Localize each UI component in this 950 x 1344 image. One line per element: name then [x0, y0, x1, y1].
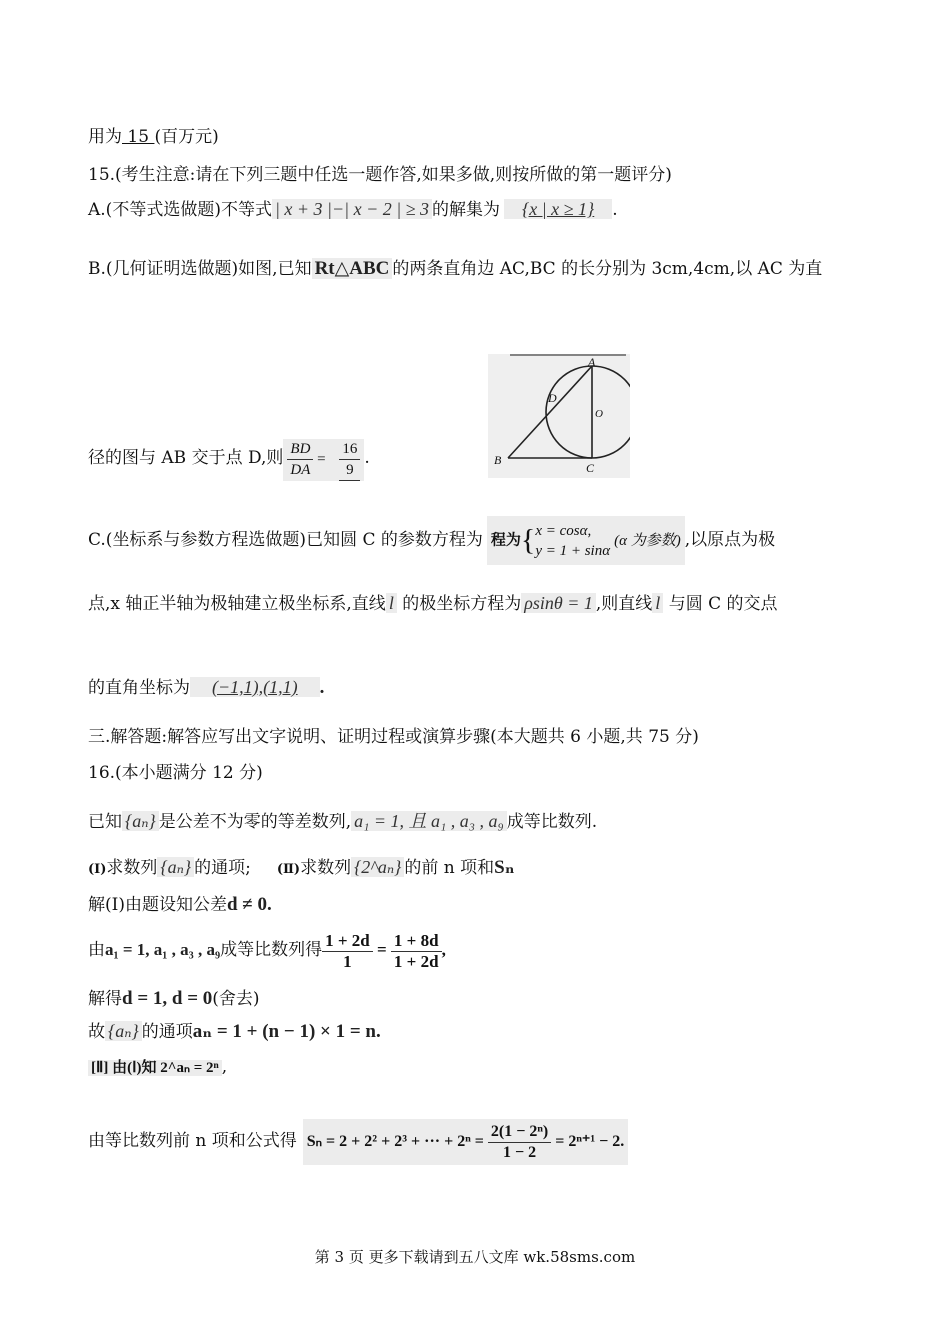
frac-num: 1 + 2d — [322, 931, 373, 952]
frac-num: 2(1 − 2ⁿ) — [488, 1122, 551, 1143]
equals: = — [376, 940, 387, 959]
text: 成等比数列. — [506, 812, 598, 832]
section-heading: 三.解答题:解答应写出文字说明、证明过程或演算步骤(本大题共 6 小题,共 75 分) — [88, 727, 699, 747]
text: C.(坐标系与参数方程选做题)已知圆 C 的参数方程为 — [88, 529, 483, 550]
question-15c — [88, 516, 775, 565]
math-l: l — [386, 593, 397, 613]
solution-line-3 — [88, 988, 260, 1010]
text: 的通项; — [194, 858, 251, 878]
frac-den: DA — [290, 462, 311, 479]
text: A.(不等式选做题)不等式 — [88, 200, 272, 220]
text: 的解集为 — [432, 200, 501, 220]
text: (百万元) — [154, 127, 219, 147]
text: 已知 — [88, 812, 122, 832]
solution-line-5 — [88, 1056, 227, 1079]
math-d: d ≠ 0. — [226, 894, 272, 915]
solution-line-6 — [88, 1118, 628, 1165]
text: 的两条直角边 AC,BC 的长分别为 3cm,4cm,以 AC 为直 — [392, 259, 823, 279]
math-l: l — [652, 593, 663, 613]
frac-num: BD — [287, 439, 313, 460]
text: 的通项 — [141, 1022, 193, 1042]
solution-line-2 — [88, 924, 446, 976]
frac-num: 1 + 8d — [391, 931, 442, 952]
math-sum-formula — [303, 1119, 629, 1165]
text: . — [364, 448, 370, 468]
question-15-heading: 15.(考生注意:请在下列三题中任选一题作答,如果多做,则按所做的第一题评分) — [88, 165, 672, 185]
text: , — [221, 1057, 228, 1077]
text: B.(几何证明选做题)如图,已知 — [88, 259, 312, 279]
text: 程为 — [490, 532, 521, 549]
text: ,则直线 — [595, 594, 653, 614]
answer-num: 16 — [339, 439, 360, 460]
question-15a — [88, 198, 618, 221]
text: 求数列 — [106, 858, 158, 878]
math-general-term: aₙ = 1 + (n − 1) × 1 = n. — [192, 1021, 381, 1042]
math-d-values: d = 1, d = 0 — [122, 988, 213, 1009]
text: . — [319, 677, 325, 698]
text: ,以原点为极 — [684, 529, 776, 550]
label-o: O — [595, 408, 603, 420]
solution-line-1 — [88, 894, 272, 916]
math-sequence: {aₙ} — [157, 857, 194, 877]
part-label: (Ⅰ) — [88, 862, 107, 877]
question-16-heading: 16.(本小题满分 12 分) — [88, 763, 263, 783]
answer-blank: (−1,1),(1,1) — [190, 677, 320, 697]
text: , — [441, 940, 446, 959]
text: 的极坐标方程为 — [396, 594, 522, 614]
sum-result: = 2ⁿ⁺¹ − 2. — [555, 1133, 625, 1150]
text: (舍去) — [212, 989, 260, 1009]
question-15c-answer — [88, 676, 324, 699]
text: 是公差不为零的等差数列, — [158, 812, 352, 832]
solution-line-4 — [88, 1020, 381, 1043]
text: 求数列 — [300, 858, 352, 878]
param-x: x = cosα, — [535, 522, 592, 539]
text: 的前 n 项和 — [404, 858, 495, 878]
text: 成等比数列得 — [220, 940, 323, 960]
text: 解(Ⅰ)由题设知公差 — [88, 895, 227, 915]
math-polar: ρsinθ = 1 — [521, 593, 596, 613]
math-condition: a₁ = 1, 且 a₁ , a₃ , a₉ — [351, 811, 507, 831]
parametric-equation: 程为{ x = cosα, y = 1 + sinα (α 为参数) — [487, 516, 685, 565]
text: 解得 — [88, 989, 122, 1009]
text: 径的图与 AB 交于点 D,则 — [88, 448, 284, 468]
text: 的直角坐标为 — [88, 678, 190, 698]
question-15b — [88, 258, 822, 280]
math-part-2: [Ⅱ] 由(Ⅰ)知 2^aₙ = 2ⁿ — [88, 1060, 222, 1076]
text: 用为 — [88, 127, 122, 147]
answer-blank: 15 — [122, 127, 155, 147]
math-condition: a₁ = 1, a₁ , a₃ , a₉ — [105, 940, 221, 959]
question-15b-cont — [88, 438, 370, 481]
label-a: A — [588, 355, 596, 369]
sum-expr: Sₙ = 2 + 2² + 2³ + ··· + 2ⁿ = — [306, 1133, 484, 1150]
frac-den: 1 − 2 — [503, 1143, 537, 1161]
text: 由 — [88, 940, 105, 960]
question-15c-cont — [88, 592, 778, 615]
frac-den: 1 — [343, 951, 352, 971]
answer-blank: {x | x ≥ 1} — [504, 199, 612, 219]
text: 故 — [88, 1022, 105, 1042]
text: 点,x 轴正半轴为极轴建立极坐标系,直线 — [88, 594, 386, 614]
math-inequality: | x + 3 |−| x − 2 | ≥ 3 — [272, 199, 432, 219]
math-sequence: {aₙ} — [122, 811, 159, 831]
text-line-1 — [88, 126, 219, 148]
math-equation — [322, 930, 446, 971]
label-d: D — [548, 391, 557, 405]
text: 由等比数列前 n 项和公式得 — [88, 1131, 297, 1151]
label-b: B — [494, 453, 502, 467]
ratio-answer — [283, 439, 364, 481]
question-16-parts — [88, 856, 515, 881]
param-y: y = 1 + sinα — [535, 542, 611, 559]
math-sequence: {2^aₙ} — [351, 857, 404, 877]
geometry-figure — [488, 354, 630, 478]
text: . — [612, 200, 618, 220]
equals: = — [317, 451, 326, 467]
answer-den: 9 — [346, 461, 354, 478]
math-triangle: Rt△ABC — [312, 258, 393, 279]
page-footer: 第 3 页 更多下载请到五八文库 wk.58sms.com — [314, 1248, 636, 1266]
frac-den: 1 + 2d — [393, 951, 439, 971]
param-note: (α 为参数) — [614, 532, 681, 549]
label-c: C — [586, 461, 595, 475]
math-sn: Sₙ — [494, 857, 515, 878]
text: 与圆 C 的交点 — [663, 594, 778, 614]
part-label: (Ⅱ) — [276, 862, 301, 877]
question-16-statement — [88, 810, 597, 833]
math-sequence: {aₙ} — [105, 1021, 142, 1041]
